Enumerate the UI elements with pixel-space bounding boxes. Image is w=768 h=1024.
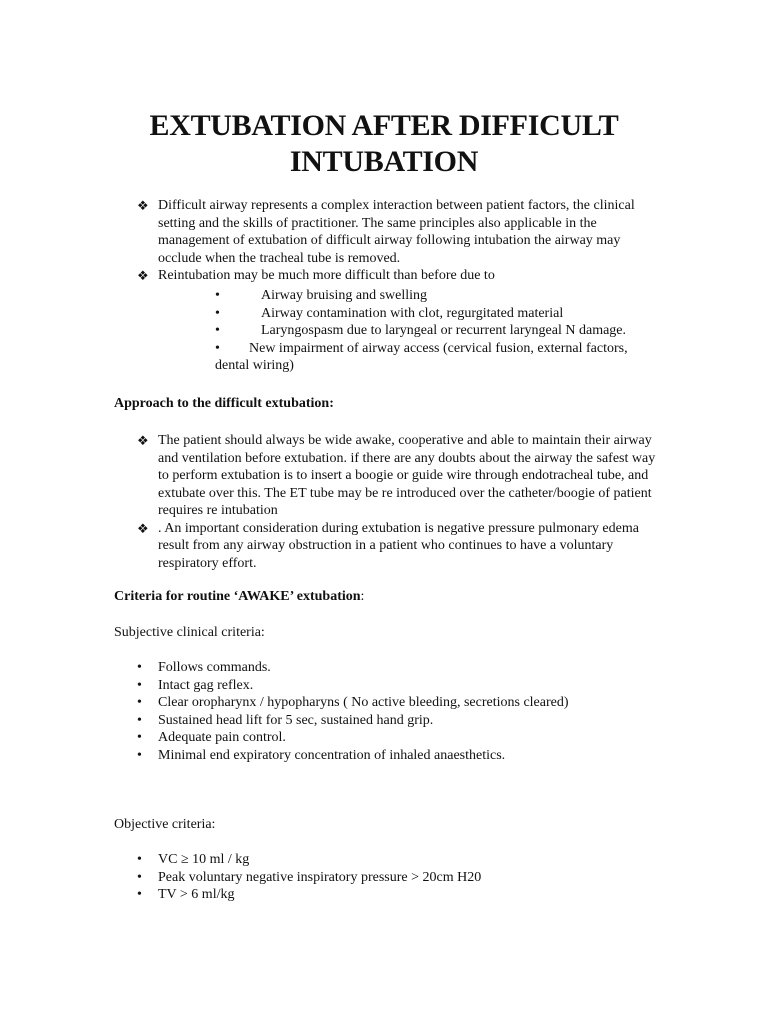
list-item <box>158 287 658 305</box>
list-item-text: Clear oropharynx / hypopharyns ( No active bleeding, secretions cleared) <box>158 695 569 710</box>
approach-point <box>137 432 657 520</box>
list-item-text: Adequate pain control. <box>158 730 286 745</box>
bullet-icon: • <box>137 712 142 728</box>
approach-point <box>137 520 657 573</box>
bullet-icon: • <box>137 695 142 710</box>
approach-point-text: The patient should always be wide awake, cooperative and able to maintain their airway and ventilation before extubation. if there are any doubts about the airway the safest way to perform extubation is to insert a boogie or guide wire through endotracheal tube, and extubate over this. The ET tube may be re introduced over the catheter/boogie of patient requires re intubation <box>158 433 656 518</box>
list-item-text: Laryngospasm due to laryngeal or recurrent laryngeal N damage. <box>261 323 627 338</box>
list-item <box>137 712 657 730</box>
intro-point-text: Difficult airway represents a complex interaction between patient factors, the clinical setting and the skills of practitioner. The same principles also applicable in the management of extubation of difficult airway following intubation the airway may occlude when the tracheal tube is removed. <box>158 198 635 266</box>
approach-point-text: . An important consideration during extubation is negative pressure pulmonary edema result from any airway obstruction in a patient who continues to have a voluntary respiratory effort. <box>158 520 639 571</box>
reintubation-causes-list <box>158 287 658 375</box>
list-item-text: Airway bruising and swelling <box>261 288 428 303</box>
list-item <box>137 851 657 869</box>
list-item <box>137 694 657 712</box>
approach-list <box>137 432 657 572</box>
bullet-icon: • <box>215 288 220 303</box>
intro-point <box>137 197 657 267</box>
list-item-text: Sustained head lift for 5 sec, sustained hand grip. <box>158 712 434 728</box>
bullet-icon: • <box>215 323 220 338</box>
criteria-heading <box>114 589 364 605</box>
list-item-text: VC ≥ 10 ml / kg <box>158 852 250 867</box>
objective-criteria-list <box>137 851 657 904</box>
title-line-1: EXTUBATION AFTER DIFFICULT <box>149 109 619 142</box>
intro-point <box>137 267 657 285</box>
bullet-icon: • <box>215 305 220 321</box>
approach-heading: Approach to the difficult extubation: <box>114 396 334 411</box>
list-item <box>158 305 658 323</box>
title-line-2: INTUBATION <box>289 145 479 178</box>
list-item <box>137 729 657 747</box>
diamond-bullet-icon: ❖ <box>137 433 149 448</box>
bullet-icon: • <box>215 340 220 356</box>
list-item-text: New impairment of airway access (cervical fusion, external factors, dental wiring) <box>215 340 628 373</box>
list-item <box>158 322 658 340</box>
list-item <box>137 677 657 695</box>
bullet-icon: • <box>137 887 142 902</box>
subjective-criteria-list <box>137 659 657 764</box>
list-item-text: Airway contamination with clot, regurgitated material <box>261 305 564 321</box>
bullet-icon: • <box>137 677 142 693</box>
objective-label: Objective criteria: <box>114 817 216 832</box>
bullet-icon: • <box>137 852 142 867</box>
list-item <box>137 869 657 887</box>
bullet-icon: • <box>137 869 142 885</box>
list-item-text: TV > 6 ml/kg <box>158 887 235 902</box>
intro-list <box>137 197 657 285</box>
criteria-heading-tail: : <box>360 589 365 604</box>
list-item-text: Follows commands. <box>158 660 271 675</box>
bullet-icon: • <box>137 660 142 675</box>
diamond-bullet-icon: ❖ <box>137 520 149 536</box>
bullet-icon: • <box>137 730 142 745</box>
subjective-label: Subjective clinical criteria: <box>114 625 265 640</box>
list-item <box>137 747 657 765</box>
list-item <box>158 340 655 375</box>
diamond-bullet-icon: ❖ <box>137 268 149 283</box>
list-item-text: Intact gag reflex. <box>158 677 254 693</box>
list-item-text: Minimal end expiratory concentration of inhaled anaesthetics. <box>158 747 506 763</box>
list-item <box>137 886 657 904</box>
list-item <box>137 659 657 677</box>
intro-point-text: Reintubation may be much more difficult than before due to <box>158 268 495 283</box>
diamond-bullet-icon: ❖ <box>137 198 149 213</box>
criteria-heading-bold: Criteria for routine ‘AWAKE’ extubation <box>114 589 361 604</box>
page-title <box>130 108 638 180</box>
list-item-text: Peak voluntary negative inspiratory pressure > 20cm H20 <box>158 869 482 885</box>
bullet-icon: • <box>137 747 142 763</box>
